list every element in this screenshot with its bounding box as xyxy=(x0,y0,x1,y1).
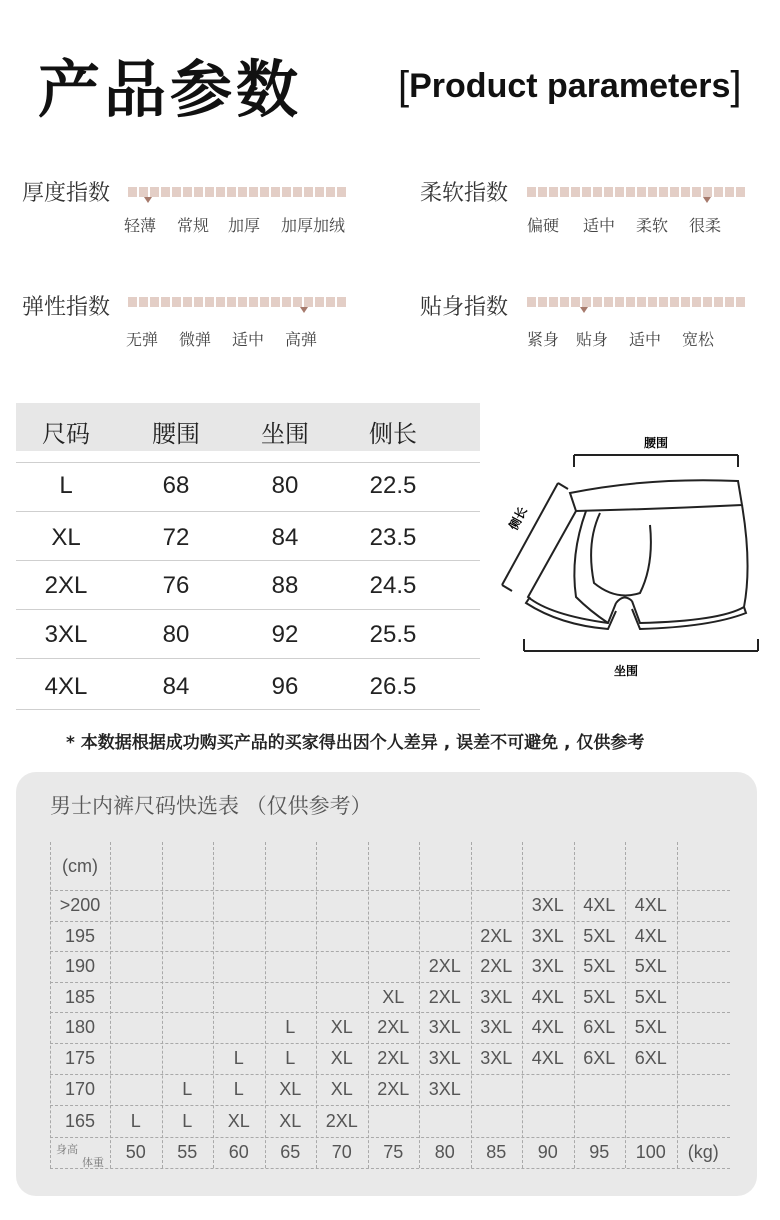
table-divider xyxy=(16,709,480,710)
side-label: 侧长 xyxy=(506,504,530,533)
size-recommendation: XL xyxy=(330,1017,353,1037)
index-marker xyxy=(580,307,588,313)
size-table-cell: 88 xyxy=(271,572,299,599)
size-recommendation: 3XL xyxy=(428,1017,461,1037)
size-table-cell: XL xyxy=(51,524,81,551)
index-option: 适中 xyxy=(232,330,265,349)
side-measure-line xyxy=(502,483,558,585)
table-divider xyxy=(16,560,480,561)
index-label: 厚度指数 xyxy=(22,181,111,206)
size-table-cell: 72 xyxy=(162,524,190,551)
index-option: 无弹 xyxy=(126,330,159,349)
weight-value: 65 xyxy=(280,1142,301,1162)
size-table-cell: 3XL xyxy=(44,621,88,648)
index-option: 适中 xyxy=(583,216,616,235)
size-table-cell: 24.5 xyxy=(369,572,417,599)
size-table-cell: 96 xyxy=(271,673,299,700)
index-option: 宽松 xyxy=(682,330,715,349)
size-recommendation: 2XL xyxy=(377,1048,410,1068)
table-divider xyxy=(16,511,480,512)
size-recommendation: 6XL xyxy=(634,1048,667,1068)
table-divider xyxy=(16,658,480,659)
size-table-heading: 坐围 xyxy=(261,420,309,448)
index-option: 适中 xyxy=(629,330,662,349)
disclaimer-note: * 本数据根据成功购买产品的买家得出因个人差异 , 误差不可避免 , 仅供参考 xyxy=(66,733,645,753)
size-recommendation: L xyxy=(233,1079,244,1099)
size-table-heading: 侧长 xyxy=(369,420,417,448)
size-table-cell: 80 xyxy=(162,621,190,648)
size-recommendation: 3XL xyxy=(480,1017,513,1037)
size-recommendation: XL xyxy=(227,1111,250,1131)
size-recommendation: 2XL xyxy=(428,987,461,1007)
index-bar xyxy=(128,187,348,197)
size-recommendation: L xyxy=(130,1111,141,1131)
index-bar xyxy=(527,297,747,307)
size-recommendation: 5XL xyxy=(634,1017,667,1037)
size-table-cell: 92 xyxy=(271,621,299,648)
size-recommendation: XL xyxy=(330,1048,353,1068)
size-recommendation: L xyxy=(182,1111,193,1131)
index-label: 柔软指数 xyxy=(420,181,509,206)
index-option: 微弹 xyxy=(179,330,212,349)
size-recommendation: 4XL xyxy=(531,987,564,1007)
weight-value: 95 xyxy=(589,1142,610,1162)
index-option: 加厚加绒 xyxy=(281,216,346,235)
grid-line-horizontal xyxy=(50,1168,730,1169)
size-recommendation: 4XL xyxy=(634,926,667,946)
waist-label: 腰围 xyxy=(643,436,669,450)
weight-value: 70 xyxy=(331,1142,352,1162)
page-title-english xyxy=(398,62,741,107)
table-divider xyxy=(16,462,480,463)
bracket-close: ] xyxy=(730,64,742,108)
size-table-cell: 76 xyxy=(162,572,190,599)
height-value: >200 xyxy=(59,895,101,915)
corner-height-label: 身高 xyxy=(56,1143,78,1156)
index-option: 加厚 xyxy=(228,216,261,235)
size-recommendation: 3XL xyxy=(531,926,564,946)
index-bar xyxy=(128,297,348,307)
size-recommendation: 6XL xyxy=(583,1017,616,1037)
size-recommendation: 5XL xyxy=(583,987,616,1007)
index-marker xyxy=(703,197,711,203)
height-value: 175 xyxy=(64,1048,96,1068)
size-table-cell: 2XL xyxy=(44,572,88,599)
size-table-cell: 84 xyxy=(162,673,190,700)
title-english-text: Product parameters xyxy=(409,67,731,105)
size-recommendation: XL xyxy=(279,1111,302,1131)
size-recommendation: XL xyxy=(382,987,405,1007)
size-table-cell: 25.5 xyxy=(369,621,417,648)
table-divider xyxy=(16,609,480,610)
size-recommendation: 2XL xyxy=(480,956,513,976)
size-recommendation: 2XL xyxy=(480,926,513,946)
height-value: 165 xyxy=(64,1111,96,1131)
size-recommendation: 3XL xyxy=(428,1048,461,1068)
weight-value: 90 xyxy=(537,1142,558,1162)
page-title: 产品参数 xyxy=(38,53,303,126)
size-recommendation: 2XL xyxy=(377,1079,410,1099)
size-recommendation: 3XL xyxy=(480,987,513,1007)
size-recommendation: 4XL xyxy=(583,895,616,915)
height-value: 185 xyxy=(64,987,96,1007)
index-option: 轻薄 xyxy=(124,216,157,235)
height-value: 195 xyxy=(64,926,96,946)
index-option: 很柔 xyxy=(689,216,722,235)
height-value: 180 xyxy=(64,1017,96,1037)
height-unit-label: (cm) xyxy=(62,856,98,876)
size-recommendation: L xyxy=(182,1079,193,1099)
size-recommendation: 5XL xyxy=(634,987,667,1007)
garment-outline xyxy=(526,480,748,629)
size-recommendation: 2XL xyxy=(377,1017,410,1037)
hip-label: 坐围 xyxy=(613,664,639,678)
size-table-cell: 80 xyxy=(271,472,299,499)
size-recommendation: 3XL xyxy=(531,956,564,976)
size-recommendation: L xyxy=(285,1048,296,1068)
size-table-heading: 腰围 xyxy=(152,420,200,448)
size-table-cell: 23.5 xyxy=(369,524,417,551)
size-table-cell: 84 xyxy=(271,524,299,551)
size-table-cell: 68 xyxy=(162,472,190,499)
index-marker xyxy=(300,307,308,313)
size-recommendation: 4XL xyxy=(531,1048,564,1068)
size-recommendation: 5XL xyxy=(634,956,667,976)
weight-unit-label: (kg) xyxy=(687,1142,719,1162)
weight-value: 55 xyxy=(177,1142,198,1162)
size-recommendation: L xyxy=(233,1048,244,1068)
index-marker xyxy=(144,197,152,203)
corner-weight-label: 体重 xyxy=(82,1156,104,1169)
size-recommendation: 2XL xyxy=(428,956,461,976)
weight-value: 75 xyxy=(383,1142,404,1162)
index-option: 柔软 xyxy=(636,216,669,235)
height-value: 190 xyxy=(64,956,96,976)
index-label: 弹性指数 xyxy=(22,295,111,320)
size-recommendation: 6XL xyxy=(583,1048,616,1068)
height-value: 170 xyxy=(64,1079,96,1099)
index-bar xyxy=(527,187,747,197)
size-recommendation: L xyxy=(285,1017,296,1037)
weight-value: 60 xyxy=(228,1142,249,1162)
size-recommendation: 4XL xyxy=(531,1017,564,1037)
index-option: 偏硬 xyxy=(527,216,560,235)
size-recommendation: 5XL xyxy=(583,956,616,976)
size-recommendation: 3XL xyxy=(531,895,564,915)
size-recommendation: 5XL xyxy=(583,926,616,946)
size-chart-title: 男士内裤尺码快选表 （仅供参考） xyxy=(50,794,372,818)
size-recommendation: XL xyxy=(330,1079,353,1099)
weight-value: 80 xyxy=(434,1142,455,1162)
size-recommendation: 3XL xyxy=(428,1079,461,1099)
underwear-diagram xyxy=(490,425,770,690)
size-recommendation: 4XL xyxy=(634,895,667,915)
size-table-heading: 尺码 xyxy=(42,420,90,448)
index-option: 紧身 xyxy=(527,330,560,349)
size-recommendation: 2XL xyxy=(325,1111,358,1131)
bracket-open: [ xyxy=(398,64,410,108)
index-option: 贴身 xyxy=(576,330,609,349)
size-table-cell: L xyxy=(59,472,73,499)
index-label: 贴身指数 xyxy=(420,295,509,320)
weight-value: 50 xyxy=(125,1142,146,1162)
weight-value: 100 xyxy=(635,1142,666,1162)
size-recommendation: 3XL xyxy=(480,1048,513,1068)
size-recommendation: XL xyxy=(279,1079,302,1099)
size-table-cell: 26.5 xyxy=(369,673,417,700)
size-table-cell: 22.5 xyxy=(369,472,417,499)
size-table-cell: 4XL xyxy=(44,673,88,700)
index-option: 高弹 xyxy=(285,330,318,349)
index-option: 常规 xyxy=(177,216,210,235)
weight-value: 85 xyxy=(486,1142,507,1162)
